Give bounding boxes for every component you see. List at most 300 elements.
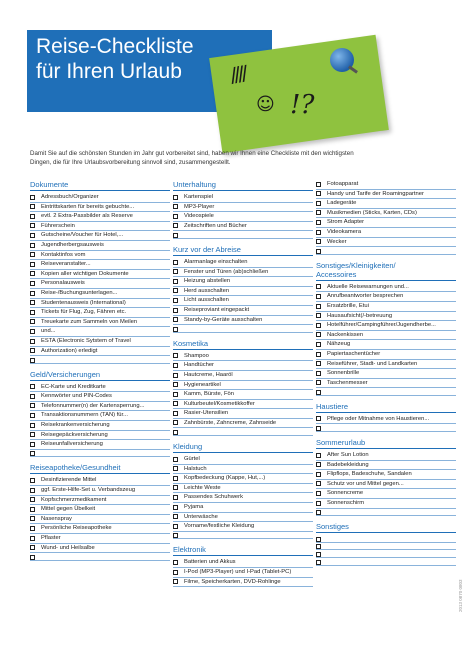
checklist-item[interactable] (173, 390, 313, 400)
checkbox[interactable] (30, 394, 35, 399)
checklist-section (173, 545, 313, 587)
checklist-item-label: After Sun Lotion (327, 452, 369, 459)
checkbox[interactable] (316, 361, 321, 366)
checklist-item[interactable] (173, 503, 313, 513)
checkbox[interactable] (173, 401, 178, 406)
checklist-item[interactable] (316, 558, 456, 566)
checkbox[interactable] (173, 570, 178, 575)
checklist-item[interactable] (316, 228, 456, 238)
checkbox[interactable] (173, 514, 178, 519)
checkbox[interactable] (173, 533, 178, 538)
checklist-item[interactable] (30, 440, 170, 450)
checkbox[interactable] (316, 323, 321, 328)
checklist-item[interactable] (30, 544, 170, 554)
checklist-item[interactable] (316, 509, 456, 517)
checklist-item-label: Hygieneartikel (184, 381, 221, 388)
checklist-item-label: Nasenspray (41, 515, 72, 522)
checklist-item[interactable] (316, 247, 456, 255)
checklist-item[interactable] (173, 400, 313, 410)
checklist-item-label: Heizung abstellen (184, 278, 231, 285)
checkbox[interactable] (316, 191, 321, 196)
checklist-item-label: Sonnenbrille (327, 370, 360, 377)
checkbox[interactable] (30, 291, 35, 296)
checklist-item[interactable] (30, 193, 170, 203)
checkbox[interactable] (30, 507, 35, 512)
checkbox[interactable] (30, 384, 35, 389)
checklist-item-label: Taschenmesser (327, 379, 368, 386)
checklist-item[interactable] (173, 352, 313, 362)
checklist-item-label: Flipflops, Badeschuhe, Sandalen (327, 471, 412, 478)
checklist-item[interactable] (173, 465, 313, 475)
checkbox[interactable] (173, 485, 178, 490)
checkbox[interactable] (316, 560, 321, 565)
checklist-item[interactable] (173, 484, 313, 494)
checklist-item-label: Adressbuch/Organizer (41, 194, 99, 200)
checklist-item[interactable] (30, 534, 170, 544)
checklist-item[interactable] (30, 337, 170, 347)
checklist-item[interactable] (173, 222, 313, 232)
checklist-item-label: Fenster und Türen (ab)schließen (184, 268, 269, 275)
checkbox[interactable] (173, 260, 178, 265)
checklist-item[interactable] (173, 381, 313, 391)
checkbox[interactable] (173, 524, 178, 529)
checkbox[interactable] (30, 204, 35, 209)
checklist-item-label: Leichte Weste (184, 484, 221, 491)
checkbox[interactable] (30, 214, 35, 219)
checkbox[interactable] (173, 382, 178, 387)
checkbox[interactable] (30, 233, 35, 238)
checkbox[interactable] (173, 279, 178, 284)
checkbox[interactable] (30, 478, 35, 483)
checkbox[interactable] (30, 262, 35, 267)
page-title: Reise-Checkliste für Ihren Urlaub (36, 35, 194, 83)
checklist-item[interactable] (316, 302, 456, 312)
checklist-item-label: Nähzeug (327, 341, 351, 348)
checkbox[interactable] (173, 269, 178, 274)
checklist-item-label: Nackenkissen (327, 331, 364, 338)
section-title: Dokumente (30, 180, 170, 191)
checklist-item[interactable] (30, 308, 170, 318)
checklist-item[interactable] (30, 241, 170, 251)
checkbox[interactable] (316, 552, 321, 557)
checkbox[interactable] (316, 501, 321, 506)
checklist-item[interactable] (316, 499, 456, 509)
checkbox[interactable] (316, 249, 321, 254)
checklist-item[interactable] (30, 505, 170, 515)
checkbox[interactable] (316, 201, 321, 206)
checkbox[interactable] (30, 319, 35, 324)
checklist-section (316, 261, 456, 396)
checklist-item-label: Fotoapparat (327, 181, 359, 187)
section-title: Sommerurlaub (316, 438, 456, 449)
checklist-item[interactable] (30, 524, 170, 534)
checklist-item-label: Persönliche Reiseapotheke (41, 525, 112, 532)
checklist-item[interactable] (316, 470, 456, 480)
checkbox[interactable] (316, 210, 321, 215)
checkbox[interactable] (316, 472, 321, 477)
checklist-item-label: Handtücher (184, 362, 214, 369)
checklist-item[interactable] (30, 486, 170, 496)
checklist-section (173, 245, 313, 333)
checklist-item-label: Reisekrankenversicherung (41, 422, 110, 429)
checkbox[interactable] (30, 432, 35, 437)
column-3 (316, 180, 456, 572)
checkbox[interactable] (316, 371, 321, 376)
checklist-item[interactable] (30, 411, 170, 421)
checklist-item-label: I-Pod (MP3-Player) und I-Pad (Tablet-PC) (184, 569, 292, 575)
checklist-item[interactable] (173, 268, 313, 278)
checklist-item[interactable] (173, 296, 313, 306)
checkbox[interactable] (30, 243, 35, 248)
checklist-item-label: Rasier-Utensilien (184, 410, 229, 417)
checkbox[interactable] (173, 363, 178, 368)
checkbox[interactable] (30, 329, 35, 334)
checklist-item[interactable] (30, 299, 170, 309)
checklist-item[interactable] (30, 327, 170, 337)
section-title: Kosmetika (173, 339, 313, 350)
checklist-item[interactable] (173, 316, 313, 326)
checklist-item-label: Kulturbeutel/Kosmetikkoffer (184, 400, 255, 407)
checkbox[interactable] (173, 495, 178, 500)
checklist-item-label: Pflaster (41, 535, 61, 541)
checklist-item[interactable] (173, 361, 313, 371)
checklist-item-label: Badebekleidung (327, 461, 369, 468)
checklist-item-label: Licht ausschalten (184, 297, 229, 304)
checklist-item[interactable] (30, 222, 170, 232)
checklist-item-label: Gutscheine/Voucher für Hotel,... (41, 232, 124, 239)
checklist-item[interactable] (30, 383, 170, 393)
checklist-item-label: Hautcreme, Haaröl (184, 371, 233, 378)
checklist-item-label: Ladegeräte (327, 200, 357, 207)
checklist-item-label: Kennwörter und PIN-Codes (41, 393, 112, 400)
checklist-item-label: Standy-by-Geräte ausschalten (184, 316, 263, 323)
checkbox[interactable] (316, 342, 321, 347)
checklist-item-label: Studentenausweis (International) (41, 299, 126, 306)
checklist-item[interactable] (173, 419, 313, 429)
section-title: Reiseapotheke/Gesundheit (30, 463, 170, 474)
checklist-item[interactable] (173, 568, 313, 578)
checkbox[interactable] (173, 466, 178, 471)
checklist-item[interactable] (30, 203, 170, 213)
checkbox[interactable] (173, 308, 178, 313)
checklist-item[interactable] (316, 209, 456, 219)
checklist-item[interactable] (173, 513, 313, 523)
checklist-item[interactable] (316, 360, 456, 370)
checklist-item[interactable] (316, 369, 456, 379)
checklist-item[interactable] (173, 193, 313, 203)
checkbox[interactable] (316, 220, 321, 225)
checklist-item-label: Mittel gegen Übelkeit (41, 506, 96, 513)
checkbox[interactable] (316, 544, 321, 549)
checklist-item-label: Authorization) erledigt (41, 347, 98, 354)
checklist-item[interactable] (30, 212, 170, 222)
document-code: 2013 0870 0803 (458, 579, 463, 612)
checklist-item-label: Herd ausschalten (184, 287, 230, 294)
checklist-item[interactable] (30, 392, 170, 402)
checklist-item[interactable] (173, 371, 313, 381)
checkbox[interactable] (316, 416, 321, 421)
checklist-item[interactable] (173, 558, 313, 568)
checklist-item[interactable] (30, 347, 170, 357)
checkbox[interactable] (173, 420, 178, 425)
checkbox[interactable] (173, 505, 178, 510)
checklist-item[interactable] (173, 325, 313, 333)
checklist-item[interactable] (173, 578, 313, 588)
checklist-item-label: Kopfbedeckung (Kappe, Hut,...) (184, 475, 266, 482)
checklist-item[interactable] (316, 312, 456, 322)
checklist-item-label: Halstuch (184, 465, 207, 472)
checkbox[interactable] (316, 239, 321, 244)
checkbox[interactable] (30, 348, 35, 353)
checklist-item[interactable] (173, 258, 313, 268)
checkbox[interactable] (173, 298, 178, 303)
checkbox[interactable] (316, 537, 321, 542)
checkbox[interactable] (173, 233, 178, 238)
checklist-item[interactable] (316, 340, 456, 350)
checklist-item-label: MP3-Player (184, 203, 215, 210)
checkbox[interactable] (173, 373, 178, 378)
checklist-item[interactable] (173, 409, 313, 419)
checklist-item[interactable] (316, 415, 456, 425)
section-title: Kleidung (173, 442, 313, 453)
note-punctuation: !? (290, 90, 315, 120)
checklist-item-label: Pyjama (184, 504, 204, 511)
checklist-item[interactable] (316, 283, 456, 293)
checklist-item-label: evtl. 2 Extra-Passbilder als Reserve (41, 213, 133, 220)
checklist-item[interactable] (30, 476, 170, 486)
checklist-item[interactable] (316, 238, 456, 248)
checklist-item[interactable] (316, 321, 456, 331)
checklist-section (173, 180, 313, 239)
checkbox[interactable] (316, 304, 321, 309)
checkbox[interactable] (30, 403, 35, 408)
checklist-item-label: Videospiele (184, 213, 214, 220)
checkbox[interactable] (30, 339, 35, 344)
checklist-item[interactable] (316, 388, 456, 396)
checklist-section (316, 522, 456, 565)
checklist-item[interactable] (173, 306, 313, 316)
checkbox[interactable] (30, 423, 35, 428)
checklist-item[interactable] (173, 212, 313, 222)
checkbox[interactable] (173, 392, 178, 397)
checklist-item[interactable] (30, 515, 170, 525)
checkbox[interactable] (173, 411, 178, 416)
checklist-item[interactable] (30, 270, 170, 280)
checklist-item-label: Wecker (327, 238, 347, 245)
checkbox[interactable] (30, 358, 35, 363)
checkbox[interactable] (30, 442, 35, 447)
checklist-item-label: Vorname/festliche Kleidung (184, 523, 255, 530)
smiley-icon: ☺ (256, 94, 275, 115)
checklist-item[interactable] (30, 431, 170, 441)
checklist-item[interactable] (316, 331, 456, 341)
checkbox[interactable] (30, 223, 35, 228)
checklist-item[interactable] (173, 231, 313, 239)
checkbox[interactable] (173, 317, 178, 322)
checklist-item[interactable] (316, 379, 456, 389)
checklist-item[interactable] (316, 350, 456, 360)
tally-marks: //// (228, 60, 247, 88)
checklist-item-label: Zahnbürste, Zahncreme, Zahnseide (184, 419, 277, 426)
checkbox[interactable] (30, 526, 35, 531)
section-title: Geld/Versicherungen (30, 370, 170, 381)
checkbox[interactable] (316, 352, 321, 357)
checklist-item[interactable] (316, 535, 456, 543)
checklist-item[interactable] (173, 428, 313, 436)
checklist-item[interactable] (30, 251, 170, 261)
checklist-item-label: Batterien und Akkus (184, 559, 236, 566)
checklist-item[interactable] (30, 260, 170, 270)
checklist-item[interactable] (30, 318, 170, 328)
checklist-item[interactable] (173, 203, 313, 213)
checklist-item-label: Eintrittskarten für bereits gebuchte... (41, 203, 135, 210)
checklist-item[interactable] (316, 180, 456, 190)
checklist-item-label: Anrufbeantworter besprechen (327, 293, 404, 300)
checklist-item-label: Führerschein (41, 222, 75, 229)
checkbox[interactable] (173, 560, 178, 565)
checklist-item-label: Passendes Schuhwerk (184, 494, 243, 501)
checklist-item[interactable] (316, 424, 456, 432)
checkbox[interactable] (316, 491, 321, 496)
section-title: Sonstiges (316, 522, 456, 533)
checkbox[interactable] (316, 426, 321, 431)
column-1 (30, 180, 170, 567)
section-title: Haustiere (316, 402, 456, 413)
checkbox[interactable] (30, 497, 35, 502)
checklist-item-label: ESTA (Electronic Sytstem of Travel (41, 337, 131, 344)
checklist-item[interactable] (316, 451, 456, 461)
checklist-item[interactable] (173, 474, 313, 484)
checklist-item[interactable] (30, 421, 170, 431)
checkbox[interactable] (30, 451, 35, 456)
checklist-item-label: Hotelführer/Campingführer/Jugendherbe... (327, 322, 436, 329)
checklist-item[interactable] (316, 292, 456, 302)
checkbox[interactable] (173, 430, 178, 435)
checklist-section (173, 442, 313, 539)
checklist-section (30, 463, 170, 560)
checklist-section (30, 370, 170, 458)
checklist-item[interactable] (173, 455, 313, 465)
checklist-item-label: Telefonnummer(n) der Kartensperrung... (41, 402, 145, 409)
checklist-item-label: Reise-/Buchungsunterlagen... (41, 289, 118, 296)
intro-text: Damit Sie auf die schönsten Stunden im Jahr gut vorbereitet sind, haben wir Ihnen eine Checkliste mit den wichtigsten Dingen, die für Ihre Urlaubsvorbereitung sinnvoll sind, zusammengestellt. (30, 150, 354, 166)
checklist-item[interactable] (316, 218, 456, 228)
checkbox[interactable] (30, 281, 35, 286)
checkbox[interactable] (173, 457, 178, 462)
checkbox[interactable] (316, 453, 321, 458)
checklist-item[interactable] (316, 489, 456, 499)
checkbox[interactable] (316, 390, 321, 395)
checkbox[interactable] (30, 516, 35, 521)
checklist-item[interactable] (30, 553, 170, 561)
checkbox[interactable] (173, 476, 178, 481)
checkbox[interactable] (30, 252, 35, 257)
checklist-item[interactable] (173, 287, 313, 297)
checklist-item-label: Sonnencreme (327, 490, 364, 497)
checklist-item[interactable] (173, 277, 313, 287)
checkbox[interactable] (316, 380, 321, 385)
checkbox[interactable] (316, 313, 321, 318)
checkbox[interactable] (30, 271, 35, 276)
checklist-item-label: Desinfizierende Mittel (41, 477, 97, 484)
checklist-item[interactable] (316, 461, 456, 471)
checkbox[interactable] (316, 284, 321, 289)
checklist-item-label: Shampoo (184, 352, 209, 359)
section-title: Sonstiges/Kleinigkeiten/ Accessoires (316, 261, 456, 281)
checklist-item-label: Wund- und Heilsalbe (41, 544, 95, 551)
checkbox[interactable] (173, 353, 178, 358)
checklist-item[interactable] (30, 450, 170, 458)
checklist-item-label: EC-Karte und Kreditkarte (41, 383, 106, 390)
checkbox[interactable] (316, 230, 321, 235)
checklist-item[interactable] (173, 522, 313, 532)
checkbox[interactable] (173, 288, 178, 293)
checkbox[interactable] (316, 332, 321, 337)
checkbox[interactable] (173, 214, 178, 219)
checkbox[interactable] (316, 481, 321, 486)
checkbox[interactable] (173, 223, 178, 228)
checklist-item[interactable] (30, 496, 170, 506)
checklist-item-label: Tickets für Flug, Zug, Fähren etc. (41, 309, 127, 316)
checkbox[interactable] (30, 555, 35, 560)
checklist-section (30, 180, 170, 364)
checklist-item-label: Filme, Speicherkarten, DVD-Rohlinge (184, 578, 281, 585)
checklist-item[interactable] (30, 289, 170, 299)
checkbox[interactable] (316, 182, 321, 187)
checkbox[interactable] (173, 204, 178, 209)
checklist-item[interactable] (30, 279, 170, 289)
section-title: Unterhaltung (173, 180, 313, 191)
checklist-item-label: Reiseunfallversicherung (41, 441, 103, 448)
checklist-item[interactable] (173, 493, 313, 503)
checklist-item[interactable] (316, 199, 456, 209)
checklist-item[interactable] (173, 532, 313, 540)
checkbox[interactable] (30, 413, 35, 418)
checkbox[interactable] (30, 195, 35, 200)
checklist-item[interactable] (316, 550, 456, 558)
checkbox[interactable] (30, 300, 35, 305)
checklist-section (316, 402, 456, 432)
checkbox[interactable] (173, 579, 178, 584)
checkbox[interactable] (316, 510, 321, 515)
checklist-item[interactable] (30, 402, 170, 412)
checklist-item[interactable] (30, 231, 170, 241)
checklist-item-label: Hausaufsicht(/-betreuung (327, 312, 393, 319)
checklist-item-label: Reisegepäckversicherung (41, 431, 108, 438)
checkbox[interactable] (316, 462, 321, 467)
checkbox[interactable] (30, 536, 35, 541)
checklist-item[interactable] (316, 190, 456, 200)
checkbox[interactable] (30, 545, 35, 550)
checkbox[interactable] (30, 310, 35, 315)
checklist-item-label: Kontaktinfos vom (41, 251, 86, 258)
checklist-section (316, 438, 456, 516)
checklist-item-label: Aktuelle Reisewarnungen und... (327, 283, 409, 290)
checkbox[interactable] (173, 195, 178, 200)
checklist-item[interactable] (316, 543, 456, 551)
checklist-item-label: Schutz vor und Mittel gegen... (327, 480, 404, 487)
checklist-item-label: Gürtel (184, 456, 200, 463)
checklist-item[interactable] (30, 356, 170, 364)
checklist-item-label: Videokamera (327, 228, 362, 235)
checkbox[interactable] (30, 488, 35, 493)
checkbox[interactable] (173, 327, 178, 332)
checkbox[interactable] (316, 294, 321, 299)
checklist-section (173, 339, 313, 436)
checklist-item-label: Kartenspiel (184, 194, 214, 200)
checklist-item[interactable] (316, 480, 456, 490)
checklist-item-label: Transaktionsnummern (TAN) für... (41, 412, 128, 419)
